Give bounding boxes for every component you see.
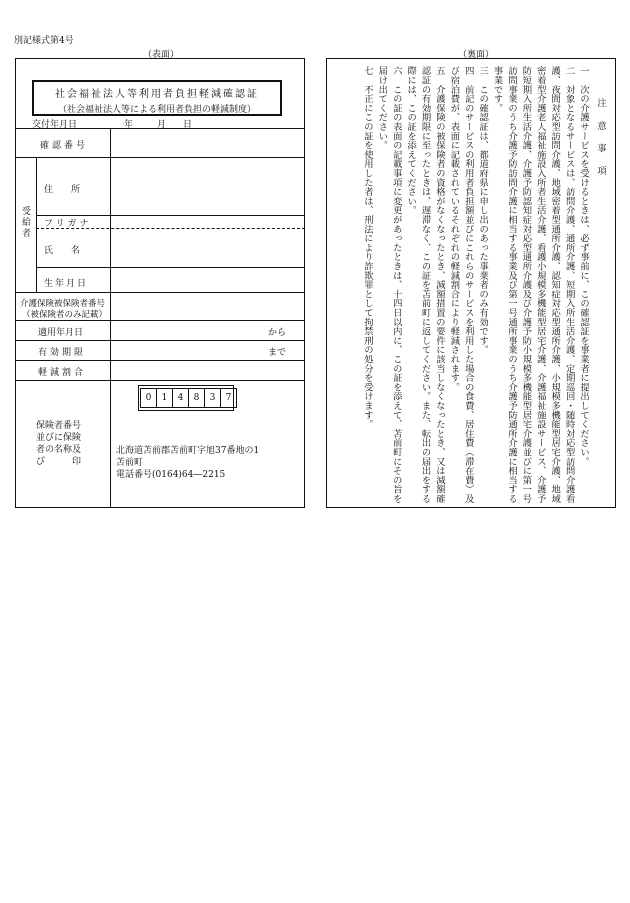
insurer-digit: 8 <box>189 389 205 407</box>
insurer-address: 北海道苫前郡苫前町字旭37番地の1 <box>116 446 260 456</box>
notes-title: 注 意 事 項 <box>595 98 606 178</box>
recipient-label: 受給者 <box>20 206 30 239</box>
note-item: 二 対象となるサービスは、訪問介護、通所介護、短期入所生活介護、定期巡回・随時対応型訪問介護看護、夜間対応型訪問介護、地域密着型通所介護、認知症対応型通所介護、小規模多機能型居宅介護、地域密着型介護老人福祉施設入所者生活介護、看護小規模多機能型居宅介護、介護福祉施設サービス、介護予防短期入所生活介護、介護予防認知症対応型通所介護及び介護予防小規模多機能型居宅介護並びに第一号訪問事業のうち介護予防訪問介護に相当する事業及び第一号通所事業のうち介護予防通所介護に相当する事業です。 <box>491 66 575 504</box>
issue-day: 日 <box>183 120 193 130</box>
note-item: 六 この証の表面の記載事項に変更があったときは、十四日以内に、この証を添えて、苫前町にその旨を届け出てください。 <box>376 66 402 504</box>
note-item: 七 不正にこの証を使用した者は、刑法により詐欺罪として拘禁刑の処分を受けます。 <box>361 66 373 429</box>
back-heading: （裏面） <box>458 50 495 60</box>
note-item: 三 この確認証は、都道府県に申し出のあった事業者のみ有効です。 <box>477 66 489 355</box>
issue-month: 月 <box>157 120 167 130</box>
insurer-label-line-1: 保険者番号 <box>36 421 82 431</box>
insurer-town: 苫前町 <box>116 458 144 468</box>
insurer-digit: 7 <box>225 393 232 403</box>
title-box <box>32 80 282 116</box>
validity-until-label: まで <box>268 348 287 358</box>
insurer-digit: 1 <box>157 389 173 407</box>
insured-number-note: （被保険者のみ記載） <box>22 310 108 320</box>
front-heading: （表面） <box>143 50 180 60</box>
apply-date-label: 適用年月日 <box>38 328 84 338</box>
note-item: 一 次の介護サービスを受けるときは、必ず事前に、この確認証を事業者に提出してください。 <box>578 66 589 466</box>
insurer-label-line-3: 者の名称及 <box>36 445 82 455</box>
issue-date-label: 交付年月日 <box>32 120 78 130</box>
name-label: 氏 名 <box>44 246 81 256</box>
birth-date-label: 生年月日 <box>44 279 89 289</box>
form-title: 社会福祉法人等利用者負担軽減確認証 <box>55 89 259 100</box>
insurer-number <box>140 388 237 408</box>
reduction-rate-label: 軽減割合 <box>38 368 87 378</box>
notes-list <box>360 66 590 506</box>
insured-number-label: 介護保険被保険者番号 <box>20 299 106 309</box>
insurer-phone: 電話番号(0164)64―2215 <box>116 470 226 480</box>
apply-from-label: から <box>268 328 287 338</box>
form-subtitle: （社会福祉法人等による利用者負担の軽減制度） <box>57 105 256 115</box>
insurer-digit: 0 <box>141 389 157 407</box>
confirm-number-label: 確認番号 <box>40 141 89 151</box>
form-label: 別記様式第4号 <box>14 36 74 46</box>
insurer-digit: 3 <box>205 389 221 407</box>
insurer-digit: 4 <box>173 389 189 407</box>
validity-label: 有効期限 <box>38 348 87 358</box>
furigana-label: フリガナ <box>44 219 92 229</box>
insurer-label-line-4: び 印 <box>36 457 82 467</box>
note-item: 四 前記のサービスの利用者負担額並びにこれらのサービスを利用した場合の食費、居住費（滞在費）及び宿泊費が、表面に記載されているそれぞれの軽減割合により軽減されます。 <box>448 66 474 504</box>
insurer-label-line-2: 並びに保険 <box>36 433 82 443</box>
address-label: 住 所 <box>44 185 81 195</box>
issue-year: 年 <box>124 120 134 130</box>
note-item: 五 介護保険の被保険者の資格がなくなったとき、減額措置の要件に該当しなくなったとき、又は減額確認証の有効期限に至ったときは、遅滞なく、この証を苫前町に返してください。また、転出の届出をする際には、この証を添えてください。 <box>405 66 445 504</box>
